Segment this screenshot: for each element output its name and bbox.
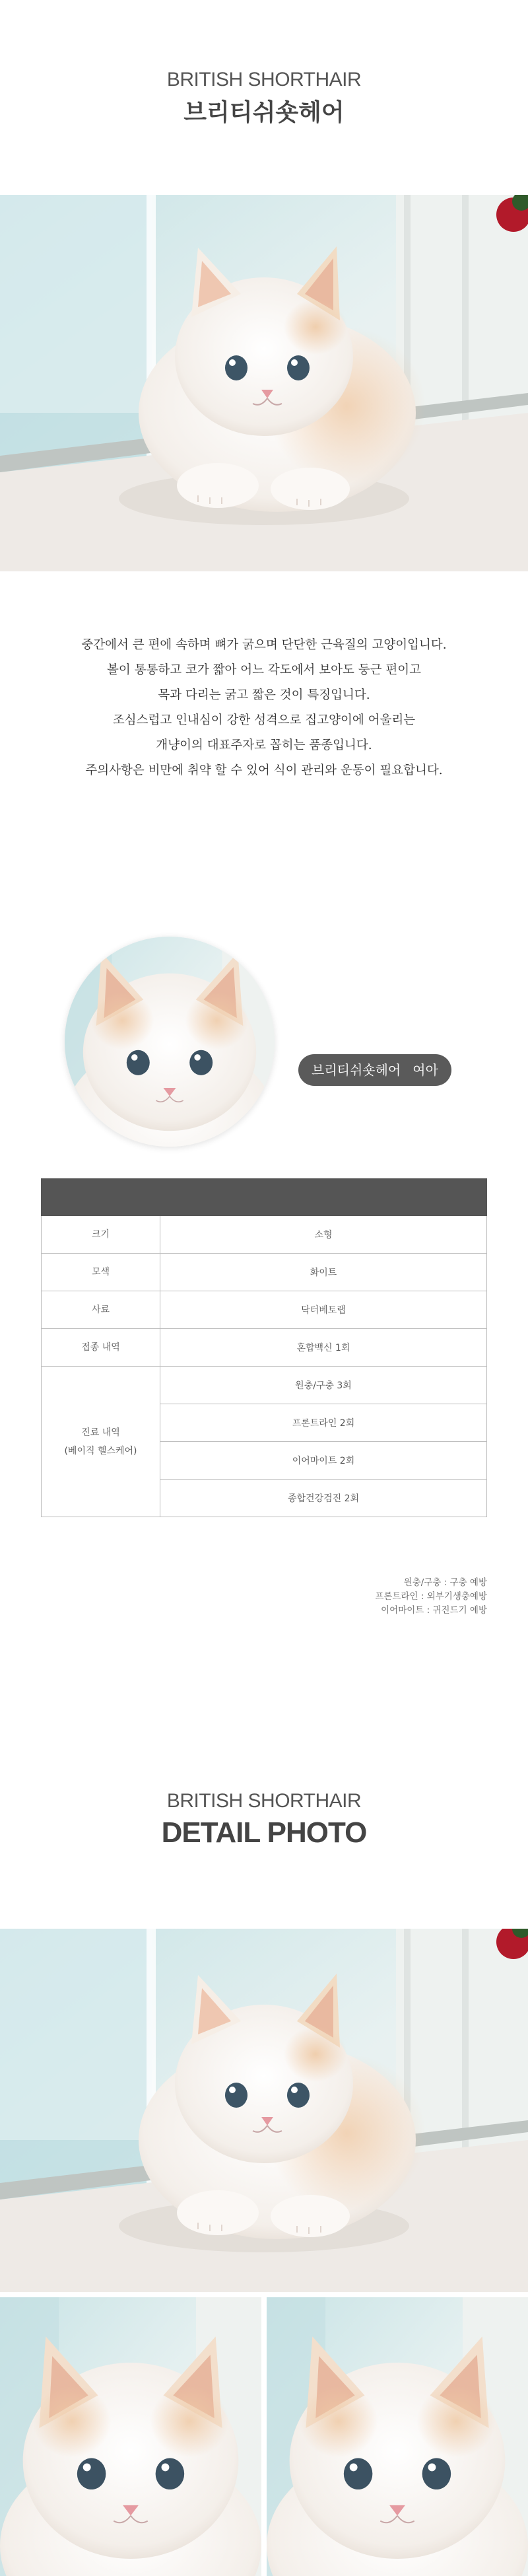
detail-header — [0, 1790, 528, 1849]
footnote: 프론트라인 : 외부기생충예방 — [375, 1591, 487, 1602]
footnote: 원충/구충 : 구충 예방 — [403, 1577, 487, 1588]
row-value: 닥터베토랩 — [160, 1291, 487, 1329]
detail-photo-left — [0, 2297, 261, 2576]
table-row — [42, 1216, 487, 1254]
row-label: 크기 — [42, 1216, 160, 1254]
row-label: 사료 — [42, 1291, 160, 1329]
detail-title-en: BRITISH SHORTHAIR — [166, 1790, 362, 1812]
treatment-item: 종합건강검진 2회 — [160, 1480, 487, 1517]
table-row — [42, 1291, 487, 1329]
pet-name: 브리티쉬숏헤어 — [312, 1062, 401, 1078]
detail-photo-right — [267, 2297, 528, 2576]
description-line: 개냥이의 대표주자로 꼽히는 품종입니다. — [156, 738, 372, 752]
treatment-item: 프론트라인 2회 — [160, 1404, 487, 1442]
detail-title: DETAIL PHOTO — [161, 1816, 367, 1849]
section-header — [0, 69, 528, 127]
description-line: 중간에서 큰 편에 속하며 뼈가 굵으며 단단한 근육질의 고양이입니다. — [81, 638, 447, 652]
name-badge — [298, 1054, 451, 1086]
row-label: 모색 — [42, 1254, 160, 1291]
treatment-item: 원충/구충 3회 — [160, 1367, 487, 1404]
description-line: 볼이 통통하고 코가 짧아 어느 각도에서 보아도 둥근 편이고 — [107, 663, 421, 677]
table-header-row — [42, 1179, 487, 1216]
row-value: 소형 — [160, 1216, 487, 1254]
table-row — [42, 1329, 487, 1367]
footnotes — [375, 1576, 487, 1618]
detail-photo-large — [0, 1929, 528, 2292]
description-line: 조심스럽고 인내심이 강한 성격으로 집고양이에 어울리는 — [112, 713, 416, 727]
footnote: 이어마이트 : 귀진드기 예방 — [381, 1605, 487, 1616]
treatment-label: 진료 내역 (베이직 헬스케어) — [42, 1367, 160, 1517]
table-row — [42, 1254, 487, 1291]
table-row — [42, 1367, 487, 1404]
info-table — [41, 1178, 487, 1517]
hero-photo — [0, 195, 528, 571]
profile-photo — [65, 937, 275, 1147]
description-line: 주의사항은 비만에 취약 할 수 있어 식이 관리와 운동이 필요합니다. — [85, 764, 443, 777]
description-line: 목과 다리는 굵고 짧은 것이 특징입니다. — [158, 688, 370, 702]
row-label: 접종 내역 — [42, 1329, 160, 1367]
breed-description — [0, 633, 528, 783]
treatment-item: 이어마이트 2회 — [160, 1442, 487, 1480]
row-value: 화이트 — [160, 1254, 487, 1291]
breed-title-en: BRITISH SHORTHAIR — [166, 69, 362, 90]
pet-gender: 여아 — [412, 1062, 438, 1078]
row-value: 혼합백신 1회 — [160, 1329, 487, 1367]
breed-title-ko: 브리티쉬숏헤어 — [183, 99, 345, 126]
